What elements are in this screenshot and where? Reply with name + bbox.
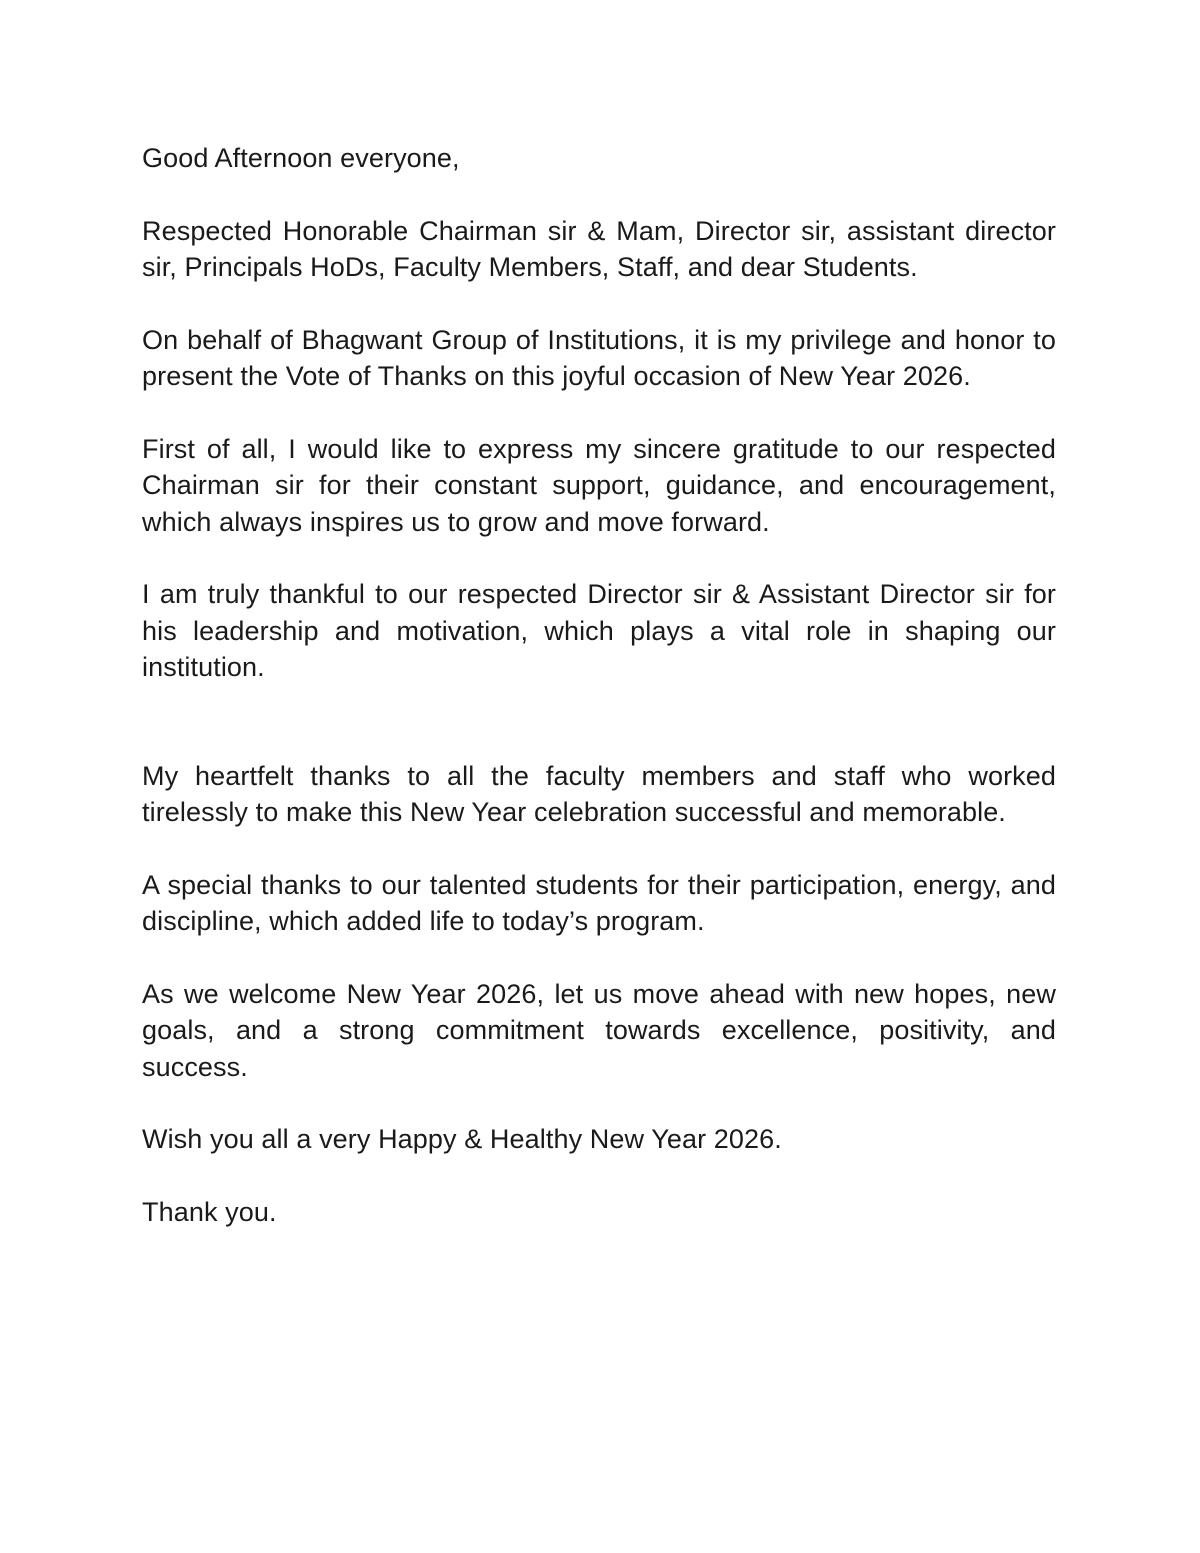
new-year-message-paragraph: As we welcome New Year 2026, let us move ahead with new hopes, new goals, and a strong commitment towards excellence, positivity, and success. [142, 978, 1056, 1082]
greeting-line: Good Afternoon everyone, [142, 143, 460, 173]
intro-paragraph: On behalf of Bhagwant Group of Institutions, it is my privilege and honor to present the Vote of Thanks on this joyful occasion of New Year 2026. [142, 324, 1056, 391]
director-thanks-paragraph: I am truly thankful to our respected Director sir & Assistant Director sir for his leadership and motivation, which plays a vital role in shaping our institution. [142, 579, 1056, 682]
speech-body [142, 140, 1056, 1266]
faculty-thanks-paragraph: My heartfelt thanks to all the faculty members and staff who worked tirelessly to make this New Year celebration successful and memorable. [142, 760, 1056, 827]
chairman-thanks-paragraph: First of all, I would like to express my sincere gratitude to our respected Chairman sir for their constant support, guidance, and encouragement, which always inspires us to grow and move forward. [142, 433, 1056, 537]
students-thanks-paragraph: A special thanks to our talented students for their participation, energy, and discipline, which added life to today’s program. [142, 869, 1056, 936]
closing-line: Thank you. [142, 1196, 277, 1227]
wish-line: Wish you all a very Happy & Healthy New Year 2026. [142, 1124, 782, 1154]
salutation-paragraph: Respected Honorable Chairman sir & Mam, Director sir, assistant director sir, Principals HoDs, Faculty Members, Staff, and dear Students. [142, 215, 1056, 282]
